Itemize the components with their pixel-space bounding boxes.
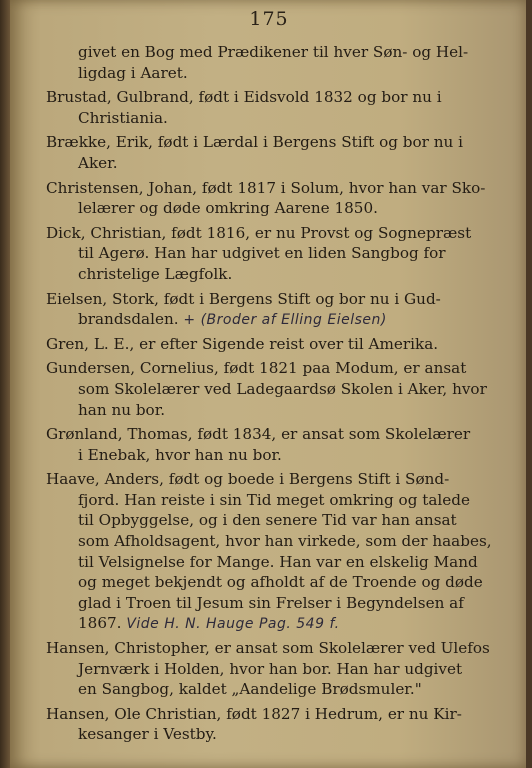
text-line: Aker. [78,153,118,172]
biography-entry [46,469,498,634]
text-line: Christiania. [78,108,168,127]
text-line: han nu bor. [78,400,166,419]
handwritten-annotation: + (Broder af Elling Eielsen) [183,312,387,329]
text-line: glad i Troen til Jesum sin Frelser i Begyndelsen af [78,593,464,612]
biography-entry [46,132,498,173]
text-line: Gundersen, Cornelius, født 1821 paa Modum, er ansat [46,359,467,378]
text-line: i Enebak, hvor han nu bor. [78,445,282,464]
text-line: Brække, Erik, født i Lærdal i Bergens Stift og bor nu i [46,133,464,152]
text-line: kesanger i Vestby. [78,725,217,744]
biography-entry [46,638,498,700]
text-line: 1867. Vide H. N. Hauge Pag. 549 f. [78,614,340,633]
text-line: Jernværk i Holden, hvor han bor. Han har udgivet [78,659,463,678]
biography-entry [46,334,498,355]
handwritten-annotation: Vide H. N. Hauge Pag. 549 f. [126,616,340,633]
book-spine-shadow [0,0,10,768]
text-line: Brustad, Gulbrand, født i Eidsvold 1832 og bor nu i [46,88,442,107]
text-line: Eielsen, Stork, født i Bergens Stift og bor nu i Gud- [46,289,441,308]
book-page [10,0,528,768]
page-body [46,42,498,749]
text-line: Haave, Anders, født og boede i Bergens Stift i Sønd- [46,470,450,489]
text-line: Dick, Christian, født 1816, er nu Provst og Sognepræst [46,223,472,242]
biography-entry [46,178,498,219]
biography-entry [46,42,498,83]
text-line: som Afholdsagent, hvor han virkede, som der haabes, [78,532,492,551]
text-line: til Agerø. Han har udgivet en liden Sangbog for [78,244,446,263]
biography-entry [46,424,498,465]
text-line: christelige Lægfolk. [78,264,233,283]
text-line: og meget bekjendt og afholdt af de Troende og døde [78,573,483,592]
biography-entry [46,289,498,330]
biography-entry [46,87,498,128]
text-line: Christensen, Johan, født 1817 i Solum, hvor han var Sko- [46,178,486,197]
biography-entry [46,223,498,285]
text-line: som Skolelærer ved Ladegaardsø Skolen i Aker, hvor [78,379,487,398]
text-line: lelærer og døde omkring Aarene 1850. [78,199,378,218]
text-line: Hansen, Ole Christian, født 1827 i Hedrum, er nu Kir- [46,704,462,723]
text-line: til Velsignelse for Mange. Han var en elskelig Mand [78,552,478,571]
text-line: en Sangbog, kaldet „Aandelige Brødsmuler." [78,680,422,699]
biography-entry [46,704,498,745]
text-line: Grønland, Thomas, født 1834, er ansat som Skolelærer [46,425,471,444]
page-edge [526,0,532,768]
text-line: fjord. Han reiste i sin Tid meget omkring og talede [78,490,470,509]
text-line: givet en Bog med Prædikener til hver Søn- og Hel- [78,43,469,61]
text-line: Hansen, Christopher, er ansat som Skolelærer ved Ulefos [46,639,490,658]
biography-entry [46,358,498,420]
text-line: til Opbyggelse, og i den senere Tid var han ansat [78,511,457,530]
text-line: Gren, L. E., er efter Sigende reist over til Amerika. [46,334,439,353]
text-line: brandsdalen. + (Broder af Elling Eielsen) [78,310,387,329]
page-number: 175 [249,8,289,30]
text-line: ligdag i Aaret. [78,63,188,82]
